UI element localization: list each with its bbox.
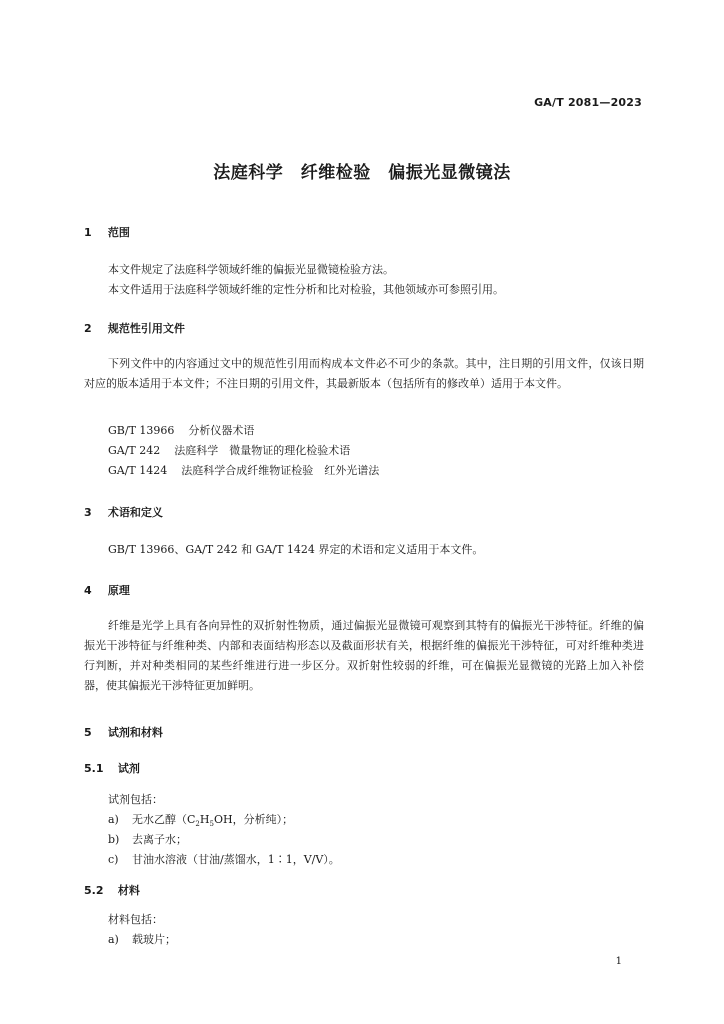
section-4-paragraph: 纤维是光学上具有各向异性的双折射性物质，通过偏振光显微镜可观察到其特有的偏振光干涉特征。纤维的偏振光干涉特征与纤维种类、内部和表面结构形态以及截面形状有关，根据纤维的偏振光干涉特征，可对纤维种类进行判断，并对种类相同的某些纤维进行进一步区分。双折射性较弱的纤维，可在偏振光显微镜的光路上加入补偿器，使其偏振光干涉特征更加鲜明。 [84, 619, 644, 692]
reference-item [108, 422, 254, 438]
reference-title: 分析仪器术语 [188, 424, 255, 437]
list-item [108, 930, 176, 950]
section-2-intro: 下列文件中的内容通过文中的规范性引用而构成本文件必不可少的条款。其中，注日期的引用文件，仅该日期对应的版本适用于本文件；不注日期的引用文件，其最新版本（包括所有的修改单）适用于本文件。 [84, 357, 644, 390]
materials-intro: 材料包括： [108, 913, 163, 926]
reference-code: GA/T 1424 [108, 464, 168, 477]
list-text: 载玻片； [132, 933, 176, 946]
section-2-heading [84, 320, 185, 336]
reference-code: GB/T 13966 [108, 424, 175, 437]
reference-title: 法庭科学合成纤维物证检验 红外光谱法 [181, 464, 380, 477]
section-number: 1 [84, 226, 92, 239]
section-4-heading [84, 582, 130, 598]
reference-item [108, 462, 379, 478]
section-title: 材料 [117, 884, 140, 897]
section-number: 3 [84, 506, 92, 519]
section-number: 4 [84, 584, 92, 597]
subscript: 5 [209, 820, 214, 829]
list-marker: b) [108, 833, 120, 846]
page-number: 1 [615, 956, 622, 967]
reagents-intro: 试剂包括： [108, 793, 163, 806]
list-text: OH，分析纯）； [213, 813, 294, 826]
section-5-heading [84, 724, 163, 740]
list-text: H [199, 813, 210, 826]
section-1-heading [84, 224, 130, 240]
list-marker: c) [108, 853, 119, 866]
reference-item [108, 442, 350, 458]
section-1-paragraph-2: 本文件适用于法庭科学领域纤维的定性分析和比对检验，其他领域亦可参照引用。 [108, 283, 504, 296]
section-3-paragraph: GB/T 13966、GA/T 242 和 GA/T 1424 界定的术语和定义适用于本文件。 [108, 543, 484, 556]
section-5-1-heading [84, 760, 140, 776]
doc-title: 法庭科学 纤维检验 偏振光显微镜法 [213, 163, 511, 183]
section-number: 5.1 [84, 762, 104, 775]
section-title: 规范性引用文件 [107, 322, 185, 335]
reference-title: 法庭科学 微量物证的理化检验术语 [174, 444, 351, 457]
list-item [108, 830, 187, 850]
list-text: 甘油水溶液（甘油/蒸馏水，1∶1，V/V）。 [132, 853, 340, 866]
list-marker: a) [108, 933, 119, 946]
doc-code: GA/T 2081—2023 [534, 96, 642, 109]
section-number: 2 [84, 322, 92, 335]
section-title: 试剂 [117, 762, 140, 775]
section-title: 原理 [107, 584, 130, 597]
section-title: 术语和定义 [107, 506, 163, 519]
reference-code: GA/T 242 [108, 444, 161, 457]
section-3-heading [84, 504, 163, 520]
list-marker: a) [108, 813, 119, 826]
section-title: 试剂和材料 [107, 726, 163, 739]
subscript: 2 [195, 820, 200, 829]
section-1-paragraph-1: 本文件规定了法庭科学领域纤维的偏振光显微镜检验方法。 [108, 263, 394, 276]
list-item [108, 850, 340, 870]
section-number: 5 [84, 726, 92, 739]
section-title: 范围 [107, 226, 130, 239]
list-text: 去离子水； [132, 833, 187, 846]
list-text: 无水乙醇（C [132, 813, 196, 826]
section-number: 5.2 [84, 884, 104, 897]
section-5-2-heading [84, 882, 140, 898]
